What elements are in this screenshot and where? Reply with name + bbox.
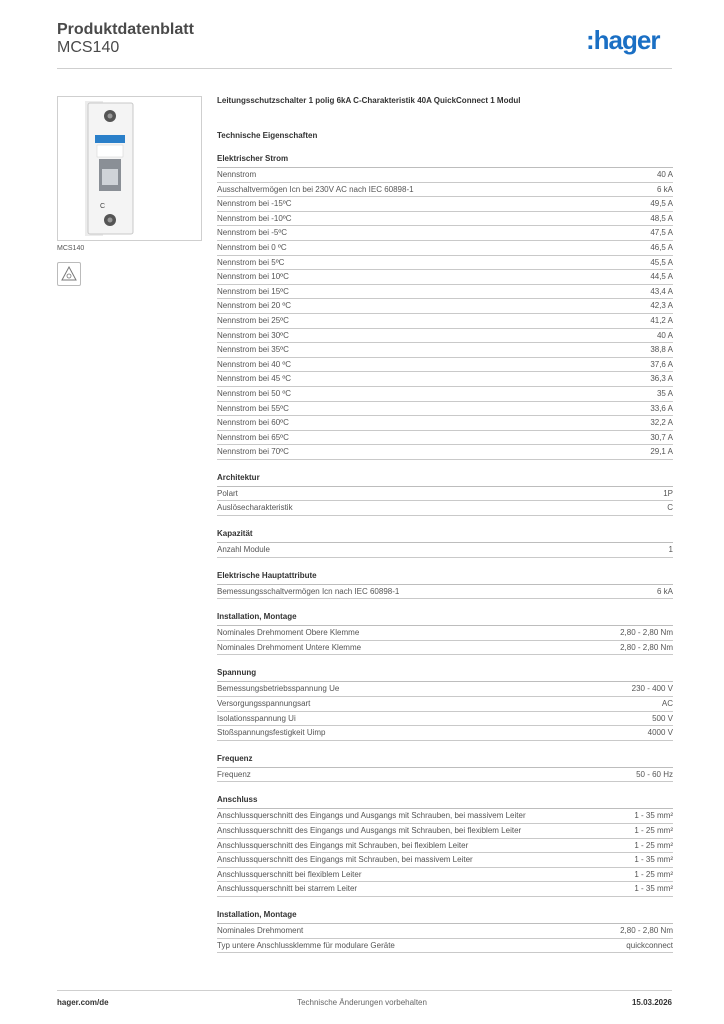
spec-value: 45,5 A — [650, 257, 673, 267]
spec-value: 42,3 A — [650, 301, 673, 311]
spec-label: Anschlussquerschnitt bei flexiblem Leiter — [217, 869, 362, 879]
product-image — [57, 96, 202, 241]
spec-row — [217, 241, 673, 256]
spec-label: Nennstrom bei -10ºC — [217, 213, 292, 223]
spec-row — [217, 824, 673, 839]
spec-label: Nennstrom bei 30ºC — [217, 330, 289, 340]
footer-divider — [57, 990, 672, 991]
section-title: Elektrische Hauptattribute — [217, 570, 673, 585]
spec-value: C — [667, 503, 673, 513]
spec-label: Nennstrom bei 10ºC — [217, 272, 289, 282]
spec-row — [217, 697, 673, 712]
spec-value: 1 - 35 mm² — [634, 811, 673, 821]
spec-label: Nominales Drehmoment Obere Klemme — [217, 628, 360, 638]
page-title: Produktdatenblatt — [57, 21, 194, 38]
spec-value: 49,5 A — [650, 199, 673, 209]
spec-label: Typ untere Anschlussklemme für modulare Geräte — [217, 940, 395, 950]
spec-label: Anschlussquerschnitt bei starrem Leiter — [217, 884, 358, 894]
section-title: Elektrischer Strom — [217, 153, 673, 168]
technical-properties-heading: Technische Eigenschaften — [217, 131, 318, 140]
spec-label: Anschlussquerschnitt des Eingangs und Ausgangs mit Schrauben, bei flexiblem Leiter — [217, 826, 522, 835]
spec-row — [217, 431, 673, 446]
circuit-breaker-illustration — [58, 97, 201, 240]
spec-label: Nennstrom bei 60ºC — [217, 418, 289, 428]
spec-value: 48,5 A — [650, 213, 673, 223]
section-title: Frequenz — [217, 753, 673, 768]
footer-disclaimer: Technische Änderungen vorbehalten — [297, 998, 427, 1007]
spec-row — [217, 853, 673, 868]
section-title: Spannung — [217, 667, 673, 682]
spec-value: 1P — [663, 488, 673, 498]
spec-label: Nennstrom bei -5ºC — [217, 228, 288, 238]
spec-value: 1 — [668, 545, 673, 555]
approval-mark-icon — [57, 262, 81, 286]
spec-row — [217, 314, 673, 329]
spec-row — [217, 882, 673, 897]
footer-date: 15.03.2026 — [631, 998, 672, 1007]
section-title: Anschluss — [217, 794, 673, 809]
spec-row — [217, 256, 673, 271]
spec-label: Nennstrom bei -15ºC — [217, 199, 292, 209]
spec-row — [217, 839, 673, 854]
spec-value: 50 - 60 Hz — [636, 769, 673, 779]
spec-section — [217, 611, 673, 655]
spec-row — [217, 329, 673, 344]
spec-label: Nominales Drehmoment Untere Klemme — [217, 642, 362, 652]
spec-value: 40 A — [656, 330, 673, 340]
spec-value: 36,3 A — [650, 374, 673, 384]
spec-label: Nennstrom bei 35ºC — [217, 345, 289, 355]
product-datasheet — [217, 96, 673, 953]
spec-value: 6 kA — [656, 586, 673, 596]
spec-row — [217, 285, 673, 300]
spec-row — [217, 168, 673, 183]
product-name: Leitungsschutzschalter 1 polig 6kA C-Charakteristik 40A QuickConnect 1 Modul — [217, 96, 521, 105]
spec-label: Nennstrom bei 55ºC — [217, 403, 289, 413]
spec-section — [217, 794, 673, 897]
spec-section — [217, 570, 673, 600]
spec-label: Frequenz — [217, 769, 251, 779]
spec-value: 500 V — [652, 713, 673, 723]
header-divider — [57, 68, 672, 69]
spec-label: Stoßspannungsfestigkeit Uimp — [217, 728, 326, 738]
spec-row — [217, 402, 673, 417]
spec-row — [217, 416, 673, 431]
spec-label: Nennstrom bei 15ºC — [217, 286, 289, 296]
spec-value: 35 A — [656, 388, 673, 398]
spec-label: Bemessungsschaltvermögen Icn nach IEC 60898-1 — [217, 586, 400, 596]
spec-row — [217, 868, 673, 883]
spec-row — [217, 299, 673, 314]
spec-value: 47,5 A — [650, 228, 673, 238]
spec-label: Nennstrom bei 70ºC — [217, 447, 289, 457]
spec-row — [217, 626, 673, 641]
spec-label: Nennstrom bei 40 ºC — [217, 359, 292, 369]
spec-value: 33,6 A — [650, 403, 673, 413]
spec-label: Nennstrom bei 0 ºC — [217, 242, 287, 252]
spec-value: 41,2 A — [650, 315, 673, 325]
spec-row — [217, 501, 673, 516]
spec-row — [217, 712, 673, 727]
spec-label: Nennstrom bei 20 ºC — [217, 301, 292, 311]
spec-row — [217, 212, 673, 227]
spec-label: Nennstrom — [217, 170, 257, 179]
spec-section — [217, 528, 673, 558]
spec-row — [217, 226, 673, 241]
spec-value: 37,6 A — [650, 359, 673, 369]
spec-row — [217, 358, 673, 373]
spec-value: 1 - 25 mm² — [634, 840, 673, 850]
spec-value: 4000 V — [647, 728, 673, 738]
spec-section — [217, 153, 673, 460]
spec-value: 2,80 - 2,80 Nm — [620, 642, 673, 652]
spec-value: 6 kA — [656, 184, 673, 194]
spec-row — [217, 924, 673, 939]
spec-section — [217, 909, 673, 953]
spec-label: Nennstrom bei 5ºC — [217, 257, 285, 267]
spec-row — [217, 445, 673, 460]
spec-sections — [217, 153, 673, 953]
spec-label: Anschlussquerschnitt des Eingangs und Ausgangs mit Schrauben, bei massivem Leiter — [217, 811, 526, 821]
spec-row — [217, 543, 673, 558]
spec-label: Polart — [217, 488, 238, 498]
spec-row — [217, 487, 673, 502]
spec-value: 1 - 25 mm² — [634, 869, 673, 879]
section-title: Installation, Montage — [217, 611, 673, 626]
spec-label: Anschlussquerschnitt des Eingangs mit Schrauben, bei flexiblem Leiter — [217, 840, 469, 850]
image-caption: MCS140 — [57, 245, 85, 252]
spec-value: 230 - 400 V — [631, 684, 673, 694]
spec-value: 44,5 A — [650, 272, 673, 282]
spec-row — [217, 270, 673, 285]
spec-value: 46,5 A — [650, 242, 673, 252]
spec-row — [217, 641, 673, 656]
spec-value: 1 - 35 mm² — [634, 855, 673, 865]
spec-row — [217, 726, 673, 741]
spec-value: 1 - 25 mm² — [634, 826, 673, 835]
spec-label: Nennstrom bei 65ºC — [217, 432, 289, 442]
spec-row — [217, 387, 673, 402]
spec-section — [217, 667, 673, 740]
spec-value: 32,2 A — [650, 418, 673, 428]
spec-value: 29,1 A — [650, 447, 673, 457]
spec-value: 2,80 - 2,80 Nm — [620, 925, 673, 935]
spec-value: AC — [661, 699, 673, 709]
spec-row — [217, 682, 673, 697]
spec-row — [217, 768, 673, 783]
product-code: MCS140 — [57, 39, 120, 56]
spec-label: Nennstrom bei 50 ºC — [217, 388, 292, 398]
svg-text::hager: :hager — [586, 27, 660, 55]
spec-label: Ausschaltvermögen Icn bei 230V AC nach IEC 60898-1 — [217, 184, 414, 194]
spec-row — [217, 183, 673, 198]
spec-value: 1 - 35 mm² — [634, 884, 673, 894]
spec-value: quickconnect — [626, 940, 673, 950]
spec-row — [217, 585, 673, 600]
hager-logo — [586, 27, 672, 57]
spec-label: Nennstrom bei 25ºC — [217, 315, 289, 325]
spec-label: Nominales Drehmoment — [217, 925, 304, 935]
section-title: Installation, Montage — [217, 909, 673, 924]
spec-row — [217, 939, 673, 954]
section-title: Kapazität — [217, 528, 673, 543]
spec-row — [217, 197, 673, 212]
spec-value: 43,4 A — [650, 286, 673, 296]
spec-label: Anzahl Module — [217, 545, 270, 555]
spec-value: 30,7 A — [650, 432, 673, 442]
spec-value: 2,80 - 2,80 Nm — [620, 628, 673, 638]
spec-label: Bemessungsbetriebsspannung Ue — [217, 684, 340, 694]
spec-section — [217, 472, 673, 516]
section-title: Architektur — [217, 472, 673, 487]
footer-website: hager.com/de — [57, 998, 109, 1007]
spec-label: Anschlussquerschnitt des Eingangs mit Schrauben, bei massivem Leiter — [217, 855, 473, 865]
spec-value: 40 A — [656, 170, 673, 179]
spec-row — [217, 343, 673, 358]
svg-text:C: C — [100, 203, 106, 210]
spec-value: 38,8 A — [650, 345, 673, 355]
spec-label: Nennstrom bei 45 ºC — [217, 374, 292, 384]
spec-label: Isolationsspannung Ui — [217, 713, 296, 723]
spec-row — [217, 372, 673, 387]
spec-label: Auslösecharakteristik — [217, 503, 293, 513]
spec-label: Versorgungsspannungsart — [217, 699, 311, 709]
spec-section — [217, 753, 673, 783]
spec-row — [217, 809, 673, 824]
